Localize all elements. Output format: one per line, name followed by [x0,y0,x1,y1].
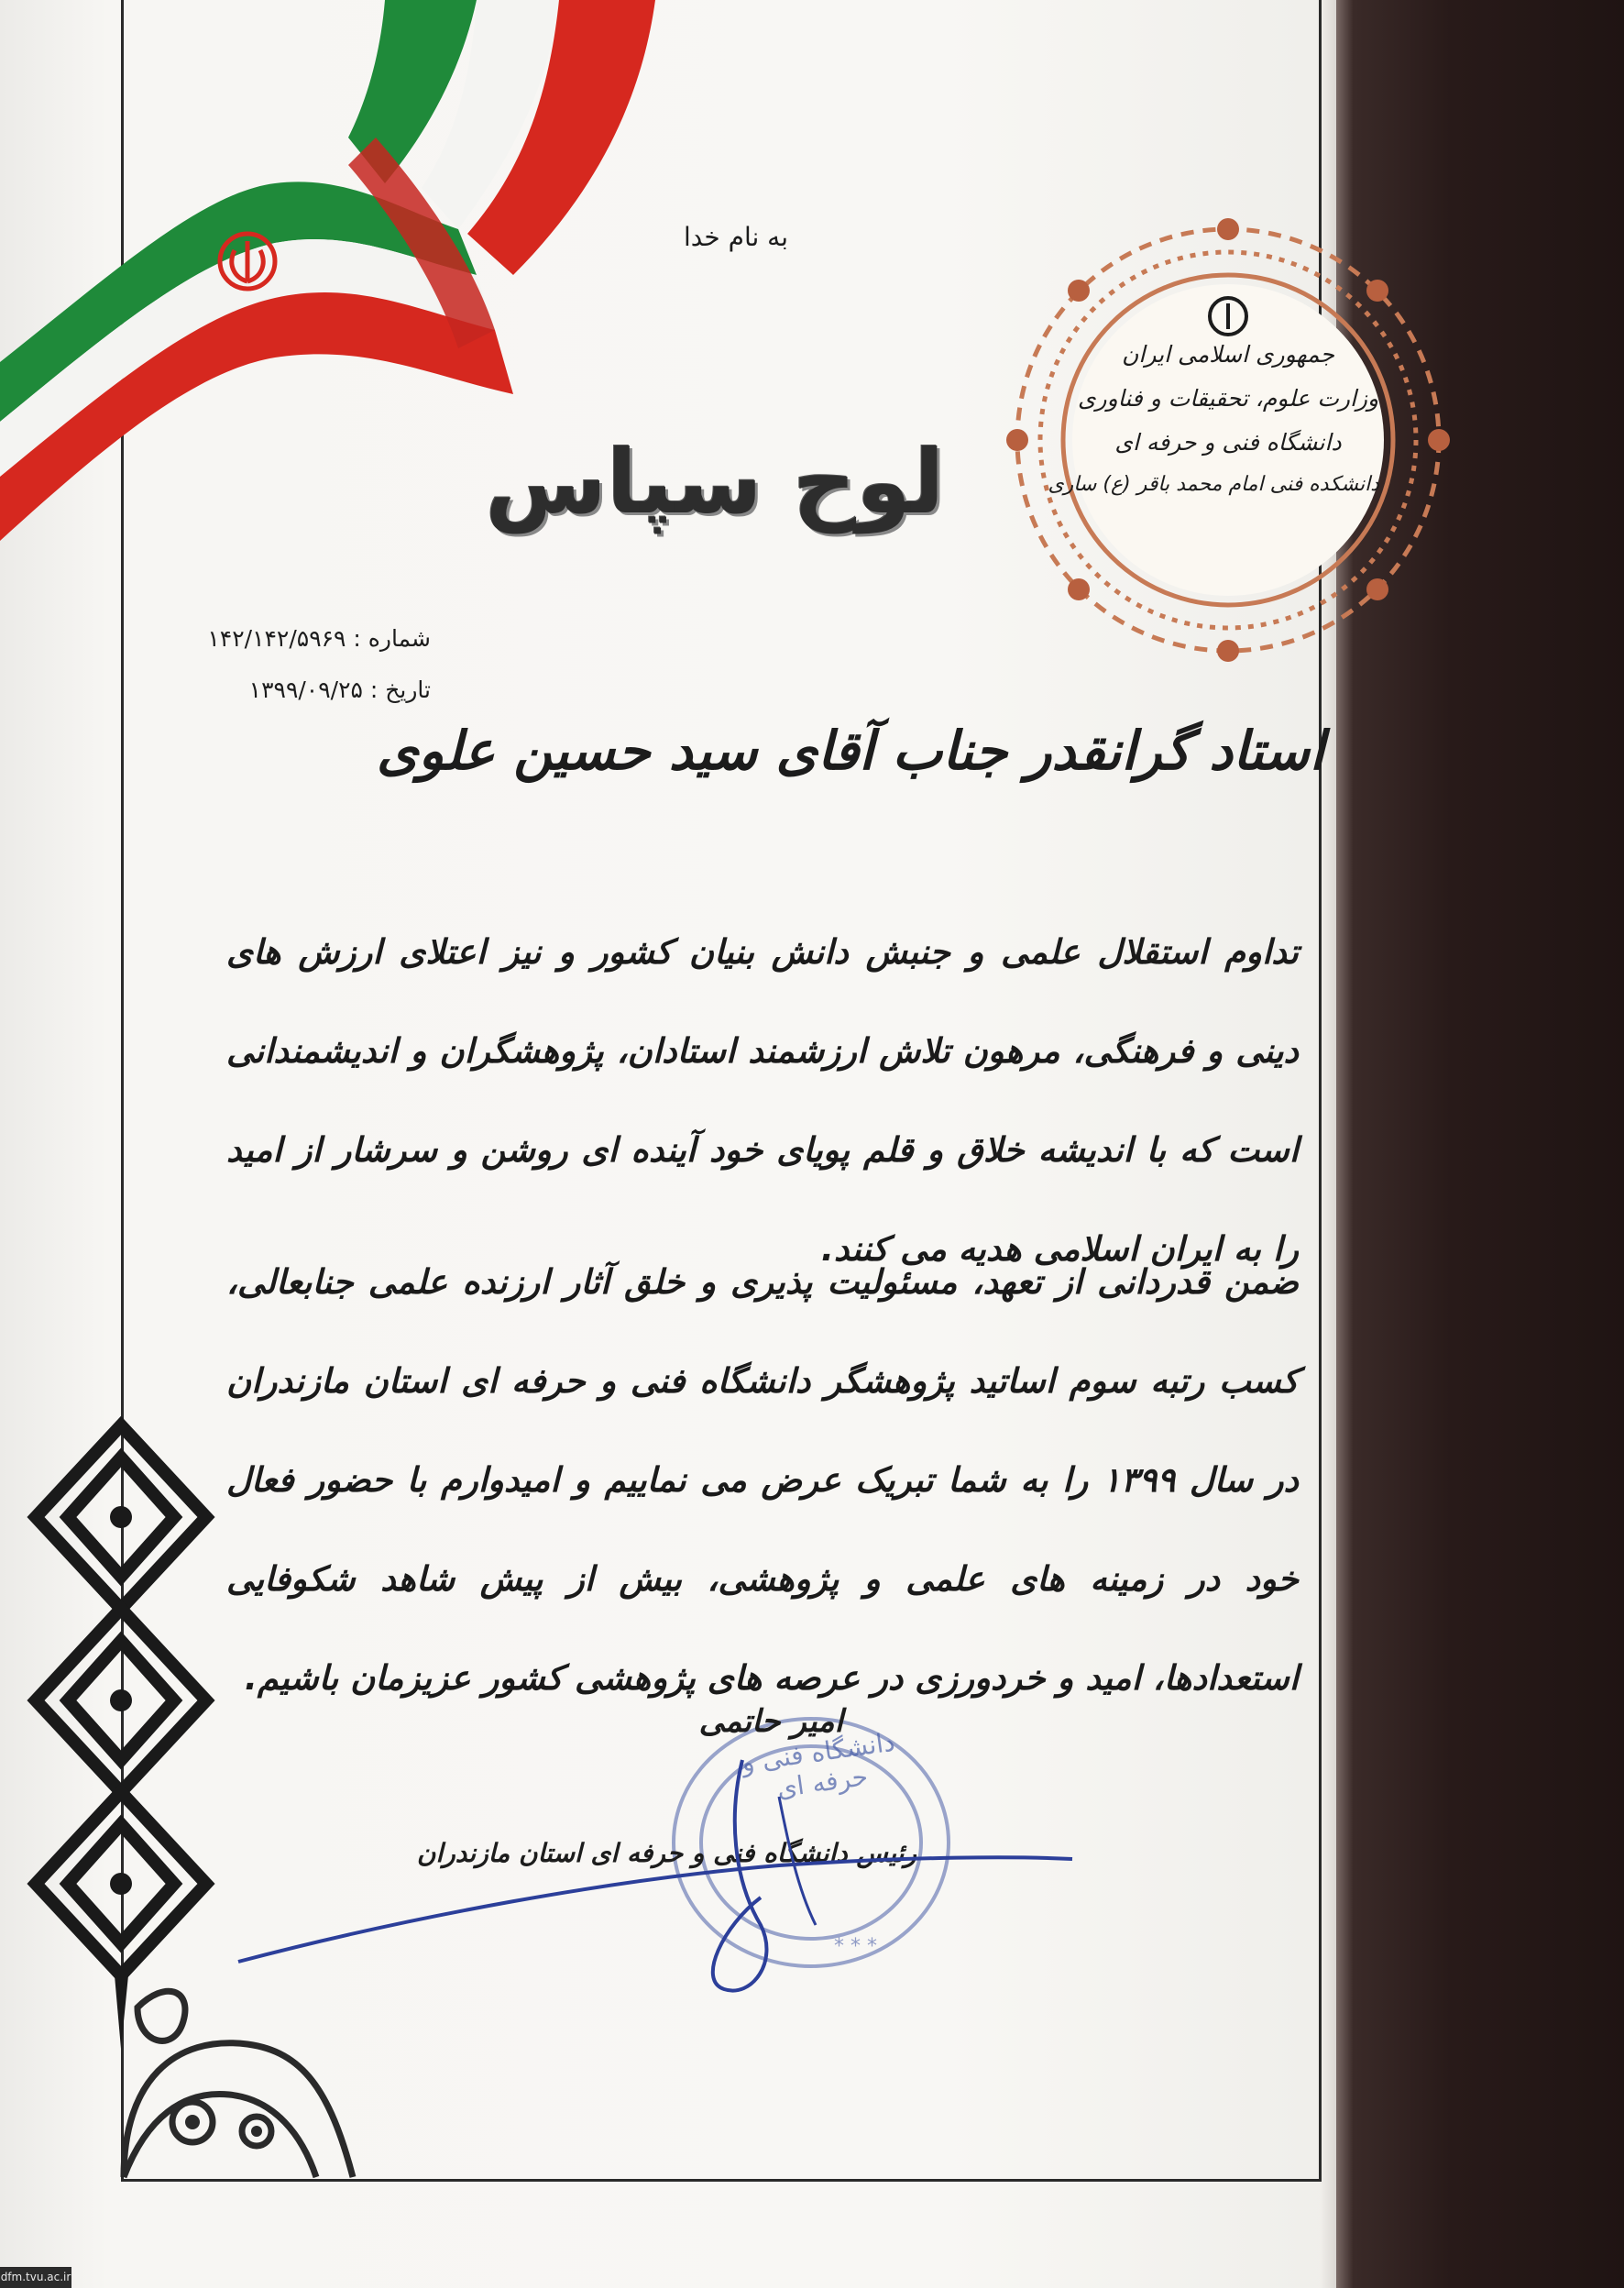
svg-text:* * *: * * * [834,1935,877,1958]
watermark-text: dfm.tvu.ac.ir [0,2267,71,2288]
signatory-title: رئیس دانشگاه فنی و حرفه ای استان مازندران [416,1838,916,1868]
body-paragraph-2: ضمن قدردانی از تعهد، مسئولیت پذیری و خلق آثار ارزنده علمی جنابعالی، کسب رتبه سوم اساتید پژوهشگر دانشگاه فنی و حرفه ای استان مازندران در سال ۱۳۹۹ را به شما تبریک عرض می نماییم و امیدوارم با حضور فعال خود در زمینه های علمی و پژوهشی، بیش از پیش شاهد شکوفایی استعدادها، امید و خردورزی در عرصه های پژوهشی کشور عزیزمان باشیم. [226,1262,1299,1698]
page-title: لوح سپاس [485,431,945,534]
emblem-line-3: دانشگاه فنی و حرفه ای [1114,429,1342,456]
addressee-line: استاد گرانقدر جناب آقای سید حسین علوی [376,720,1324,782]
emblem-line-4: دانشکده فنی امام محمد باقر (ع) ساری [1048,473,1379,496]
stamp-text: دانشگاه فنی و حرفه ای [740,1726,897,1804]
document-number: شماره : ۱۴۲/۱۴۲/۵۹۶۹ [207,625,431,652]
emblem-line-2: وزارت علوم، تحقیقات و فناوری [1077,385,1379,412]
calligraphy-ornament-icon [23,1416,220,2058]
basmala: به نام خدا [683,222,788,252]
document-date: تاریخ : ۱۳۹۹/۰۹/۲۵ [248,676,431,703]
body-paragraph-1: تداوم استقلال علمی و جنبش دانش بنیان کشور و نیز اعتلای ارزش های دینی و فرهنگی، مرهون تلاش ارزشمند استادان، پژوهشگران و اندیشمندانی است که با اندیشه خلاق و قلم پویای خود آینده ای روشن و سرشار از امید را به ایران اسلامی هدیه می کنند. [226,932,1299,1269]
signature-icon [229,1742,1100,2017]
signatory-name: امیر حاتمی [698,1703,843,1740]
iran-flag-icon [0,0,660,660]
emblem-line-1: جمهوری اسلامی ایران [1122,341,1334,368]
